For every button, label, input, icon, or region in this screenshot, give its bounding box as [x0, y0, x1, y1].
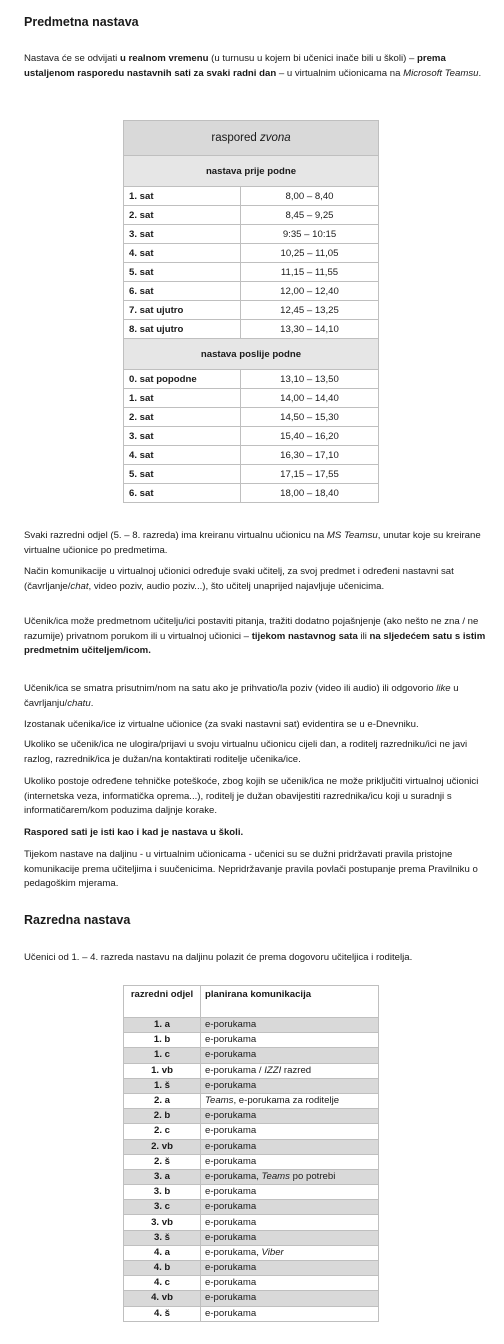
- period-label: 2. sat: [124, 408, 241, 427]
- period-label: 6. sat: [124, 282, 241, 301]
- class-communication: [201, 1124, 379, 1139]
- class-odjel: 2. a: [124, 1093, 201, 1108]
- communication-text: e-porukama: [205, 1049, 257, 1061]
- communication-text: , e-porukama za roditelje: [233, 1095, 340, 1107]
- class-row: [124, 1093, 379, 1108]
- class-odjel: 4. vb: [124, 1291, 201, 1306]
- period-time: 16,30 – 17,10: [241, 446, 379, 465]
- schedule-row: [124, 282, 379, 301]
- period-time: 12,45 – 13,25: [241, 301, 379, 320]
- schedule-row: [124, 484, 379, 503]
- period-label: 7. sat ujutro: [124, 301, 241, 320]
- section-heading-razredna: Razredna nastava: [24, 913, 131, 927]
- class-odjel: 1. c: [124, 1048, 201, 1063]
- communication-text: Teams: [205, 1095, 234, 1107]
- class-odjel: 1. vb: [124, 1063, 201, 1078]
- schedule-section-label: nastava prije podne: [124, 156, 379, 187]
- schedule-row: [124, 389, 379, 408]
- class-odjel: 1. a: [124, 1018, 201, 1033]
- class-communication: [201, 1261, 379, 1276]
- schedule-row: [124, 301, 379, 320]
- period-label: 6. sat: [124, 484, 241, 503]
- paragraph-questions: Učenik/ica može predmetnom učitelju/ici postaviti pitanja, tražiti dodatno pojašnjenje (ako nešto ne zna / ne razumije) privatnom porukom ili u virtualnoj učionici – tijekom nastavnog sata ili na sljedećem satu s istim predmetnim učiteljem/icom.: [24, 616, 486, 657]
- bell-schedule-table: [123, 120, 379, 503]
- communication-text: e-porukama: [205, 1034, 257, 1046]
- paragraph-absence: Izostanak učenika/ice iz virtualne učionice (za svaki nastavni sat) evidentira se u e-Dnevniku.: [24, 719, 419, 730]
- class-row: [124, 1109, 379, 1124]
- period-time: 13,10 – 13,50: [241, 370, 379, 389]
- class-communication: [201, 1139, 379, 1154]
- period-time: 18,00 – 18,40: [241, 484, 379, 503]
- period-label: 2. sat: [124, 206, 241, 225]
- period-time: 11,15 – 11,55: [241, 263, 379, 282]
- class-odjel: 3. a: [124, 1169, 201, 1184]
- class-row: [124, 1230, 379, 1245]
- schedule-row: [124, 206, 379, 225]
- communication-text: e-porukama: [205, 1110, 257, 1122]
- schedule-title-row: [124, 121, 379, 156]
- class-communication: [201, 1109, 379, 1124]
- schedule-row: [124, 244, 379, 263]
- class-communication: [201, 1169, 379, 1184]
- communication-text: Viber: [261, 1246, 284, 1258]
- class-row: [124, 1306, 379, 1321]
- intro-paragraph: Nastava će se odvijati u realnom vremenu (u turnusu u kojem bi učenici inače bili u školi) – prema ustaljenom rasporedu nastavnih sati za svaki radni dan – u virtualnim učionicama na Microsoft Teamsu.: [24, 53, 482, 79]
- schedule-section-row: [124, 156, 379, 187]
- class-odjel: 2. š: [124, 1154, 201, 1169]
- schedule-section-row: [124, 339, 379, 370]
- schedule-section-label: nastava poslije podne: [124, 339, 379, 370]
- class-row: [124, 1063, 379, 1078]
- class-communication: [201, 1215, 379, 1230]
- class-row: [124, 1139, 379, 1154]
- schedule-title: raspored zvona: [124, 121, 379, 156]
- schedule-row: [124, 263, 379, 282]
- period-label: 8. sat ujutro: [124, 320, 241, 339]
- class-communication: [201, 1063, 379, 1078]
- class-communication: [201, 1078, 379, 1093]
- class-row: [124, 1018, 379, 1033]
- class-communication: [201, 1048, 379, 1063]
- period-time: 8,45 – 9,25: [241, 206, 379, 225]
- communication-text: e-porukama: [205, 1155, 257, 1167]
- class-row: [124, 1154, 379, 1169]
- class-communication: [201, 1200, 379, 1215]
- class-communication: [201, 1306, 379, 1321]
- class-odjel: 3. š: [124, 1230, 201, 1245]
- paragraph-technical: Ukoliko postoje određene tehničke poteškoće, zbog kojih se učenik/ica ne može priključiti virtualnoj učionici (internetska veza, informatička oprema...), roditelj je dužan obavijestiti razrednika/icu koji u suradnji s informatičarem/kom poduzima daljnje korake.: [24, 776, 479, 817]
- class-communication: [201, 1018, 379, 1033]
- paragraph-communication: Način komunikacije u virtualnoj učionici određuje svaki učitelj, za svoj predmet i određeni nastavni sat (čavrljanje/chat, video poziv, audio poziv...), što učitelj unaprijed najavljuje učenicima.: [24, 566, 454, 592]
- period-label: 0. sat popodne: [124, 370, 241, 389]
- class-row: [124, 1291, 379, 1306]
- period-label: 3. sat: [124, 225, 241, 244]
- class-odjel: 2. vb: [124, 1139, 201, 1154]
- class-odjel: 4. b: [124, 1261, 201, 1276]
- class-row: [124, 1276, 379, 1291]
- period-time: 13,30 – 14,10: [241, 320, 379, 339]
- period-time: 15,40 – 16,20: [241, 427, 379, 446]
- razredna-intro: Učenici od 1. – 4. razreda nastavu na daljinu polazit će prema dogovoru učiteljica i roditelja.: [24, 952, 413, 963]
- class-odjel: 3. b: [124, 1185, 201, 1200]
- period-time: 9:35 – 10:15: [241, 225, 379, 244]
- communication-text: e-porukama: [205, 1186, 257, 1198]
- communication-text: Teams: [261, 1170, 290, 1182]
- schedule-row: [124, 465, 379, 484]
- period-time: 14,50 – 15,30: [241, 408, 379, 427]
- class-odjel: 2. c: [124, 1124, 201, 1139]
- period-label: 5. sat: [124, 465, 241, 484]
- class-row: [124, 1245, 379, 1260]
- class-communication: [201, 1033, 379, 1048]
- class-row: [124, 1215, 379, 1230]
- communication-text: razred: [281, 1064, 312, 1076]
- class-table-header: [124, 986, 379, 1018]
- communication-text: IZZI: [264, 1064, 282, 1076]
- communication-text: e-porukama: [205, 1140, 257, 1152]
- header-planirana-komunikacija: planirana komunikacija: [201, 986, 379, 1018]
- class-communication: [201, 1154, 379, 1169]
- communication-text: e-porukama: [205, 1231, 257, 1243]
- period-time: 17,15 – 17,55: [241, 465, 379, 484]
- communication-text: e-porukama,: [205, 1170, 262, 1182]
- class-communication: [201, 1185, 379, 1200]
- section-heading-predmetna: Predmetna nastava: [24, 15, 139, 29]
- class-communication: [201, 1276, 379, 1291]
- schedule-row: [124, 187, 379, 206]
- paragraph-login: Ukoliko se učenik/ica ne ulogira/prijavi u svoju virtualnu učionicu cijeli dan, a roditelj razredniku/ici ne javi razlog, razrednik/ica je dužan/na kontaktirati roditelje učenika/ice.: [24, 739, 468, 765]
- period-label: 3. sat: [124, 427, 241, 446]
- communication-text: e-porukama: [205, 1307, 257, 1319]
- period-label: 5. sat: [124, 263, 241, 282]
- paragraph-timetable: Raspored sati je isti kao i kad je nastava u školi.: [24, 827, 244, 838]
- class-row: [124, 1033, 379, 1048]
- class-odjel: 4. š: [124, 1306, 201, 1321]
- class-row: [124, 1048, 379, 1063]
- header-razredni-odjel: razredni odjel: [124, 986, 201, 1018]
- period-label: 4. sat: [124, 244, 241, 263]
- class-communication: [201, 1291, 379, 1306]
- class-row: [124, 1124, 379, 1139]
- class-odjel: 4. a: [124, 1245, 201, 1260]
- period-time: 14,00 – 14,40: [241, 389, 379, 408]
- class-odjel: 1. š: [124, 1078, 201, 1093]
- class-odjel: 2. b: [124, 1109, 201, 1124]
- period-time: 12,00 – 12,40: [241, 282, 379, 301]
- period-time: 10,25 – 11,05: [241, 244, 379, 263]
- class-row: [124, 1185, 379, 1200]
- communication-text: e-porukama,: [205, 1246, 262, 1258]
- class-communication: [201, 1230, 379, 1245]
- communication-text: e-porukama: [205, 1262, 257, 1274]
- communication-text: e-porukama: [205, 1079, 257, 1091]
- paragraph-virtual-classrooms: Svaki razredni odjel (5. – 8. razreda) ima kreiranu virtualnu učionicu na MS Teamsu, unutar koje su kreirane virtualne učionice po predmetima.: [24, 530, 481, 556]
- schedule-row: [124, 320, 379, 339]
- class-row: [124, 1200, 379, 1215]
- schedule-row: [124, 446, 379, 465]
- period-time: 8,00 – 8,40: [241, 187, 379, 206]
- class-odjel: 3. c: [124, 1200, 201, 1215]
- paragraph-rules: Tijekom nastave na daljinu - u virtualnim učionicama - učenici su se dužni pridržavati pravila pristojne komunikacije prema učiteljima i suučenicima. Nepridržavanje pravila povlači postupanje prema Pravilniku o pedagoškim mjerama.: [24, 849, 478, 890]
- communication-text: e-porukama: [205, 1125, 257, 1137]
- schedule-row: [124, 225, 379, 244]
- class-row: [124, 1169, 379, 1184]
- schedule-row: [124, 427, 379, 446]
- communication-text: e-porukama: [205, 1019, 257, 1031]
- class-communication: [201, 1093, 379, 1108]
- period-label: 4. sat: [124, 446, 241, 465]
- class-odjel: 1. b: [124, 1033, 201, 1048]
- communication-text: e-porukama: [205, 1277, 257, 1289]
- schedule-row: [124, 408, 379, 427]
- period-label: 1. sat: [124, 389, 241, 408]
- class-row: [124, 1078, 379, 1093]
- communication-text: e-porukama: [205, 1292, 257, 1304]
- communication-text: po potrebi: [289, 1170, 336, 1182]
- paragraph-attendance: Učenik/ica se smatra prisutnim/nom na satu ako je prihvatio/la poziv (video ili audio) ili odgovorio like u čavrljanju/chatu.: [24, 683, 459, 709]
- class-odjel: 4. c: [124, 1276, 201, 1291]
- class-odjel: 3. vb: [124, 1215, 201, 1230]
- period-label: 1. sat: [124, 187, 241, 206]
- communication-text: e-porukama: [205, 1201, 257, 1213]
- schedule-row: [124, 370, 379, 389]
- class-communication: [201, 1245, 379, 1260]
- communication-text: e-porukama: [205, 1216, 257, 1228]
- class-communication-table: [123, 985, 379, 1322]
- class-row: [124, 1261, 379, 1276]
- communication-text: e-porukama /: [205, 1064, 265, 1076]
